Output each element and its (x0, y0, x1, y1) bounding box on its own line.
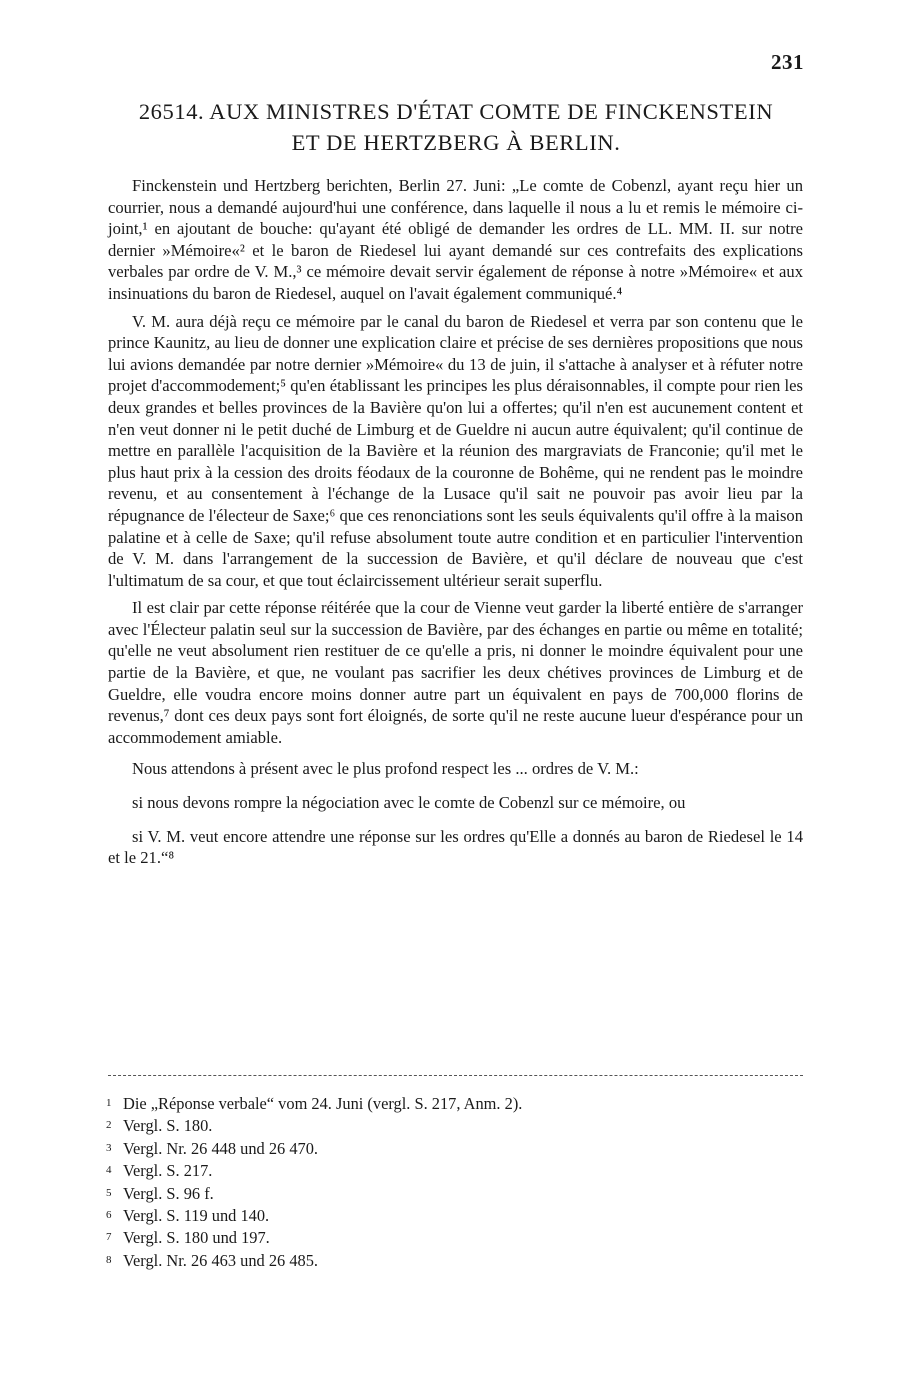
heading-line-2: ET DE HERTZBERG À BERLIN. (291, 130, 621, 155)
footnote-text: Vergl. S. 180 und 197. (123, 1228, 270, 1248)
letter-body (108, 175, 803, 875)
footnote-1 (106, 1093, 806, 1115)
footnote-number: 8 (106, 1253, 112, 1266)
footnote-number: 7 (106, 1231, 112, 1244)
paragraph-option-1: si nous devons rompre la négociation avec le comte de Cobenzl sur ce mémoire, ou (132, 793, 686, 813)
letter-heading (108, 96, 804, 158)
footnotes (106, 1093, 806, 1272)
footnote-6 (106, 1205, 806, 1227)
footnote-7 (106, 1227, 806, 1249)
paragraph-conclusion: Il est clair par cette réponse réitérée que la cour de Vienne veut garder la liberté entière de s'arranger avec l'Électeur palatin seul sur la succession de Bavière, par des échanges en partie ou même en totalité; qu'elle ne veut absolument rien restituer de ce qu'elle a pris, ni donner le moindre équivalent pour une partie de la Bavière, et que, ne voulant pas sacrifier les deux chétives provinces de Limburg et de Gueldre, elle voudra encore moins donner autre part un équivalent en pays de 700,000 florins de revenus,⁷ dont ces deux pays sont fort éloignés, de sorte qu'il ne reste aucune lueur d'espérance pour un accommodement amiable. (108, 598, 803, 747)
page-number: 231 (771, 50, 804, 74)
footnote-8 (106, 1250, 806, 1272)
footnote-number: 1 (106, 1097, 112, 1109)
footnote-number: 4 (106, 1164, 112, 1177)
footnote-divider (108, 1075, 803, 1076)
footnote-5 (106, 1183, 806, 1205)
footnote-2 (106, 1115, 806, 1137)
footnote-number: 6 (106, 1209, 112, 1222)
footnote-number: 2 (106, 1119, 112, 1132)
footnote-text: Vergl. S. 180. (123, 1116, 213, 1136)
paragraph-option-2: si V. M. veut encore attendre une réponse sur les ordres qu'Elle a donnés au baron de Riedesel le 14 et le 21.“⁸ (108, 826, 803, 868)
footnote-text: Vergl. Nr. 26 448 und 26 470. (123, 1138, 319, 1158)
paragraph-analysis: V. M. aura déjà reçu ce mémoire par le canal du baron de Riedesel et verra par son contenu que le prince Kaunitz, au lieu de donner une explication claire et précise de ses dernières propositions que nous lui avions demandée par notre dernier »Mémoire« du 13 de juin, il s'attache à analyser et à réfuter notre projet d'accommodement;⁵ qu'en établissant les principes les plus déraisonnables, il compte pour rien les deux grandes et belles provinces de la Bavière qu'on lui a offertes; qu'il n'en est aucunement content et n'en veut donner ni le petit duché de Limburg et de Gueldre ni aucun autre équivalent; qu'il continue de mettre en parallèle l'acquisition de la Bavière et la réunion des margraviats de Franconie; qu'il met le plus haut prix à la cession des droits féodaux de la couronne de Bohême, qui ne rendent pas le moindre revenu, et au consentement à l'échange de la Lusace qu'il sait ne pouvoir pas avoir lieu par la répugnance de l'électeur de Saxe;⁶ que ces renonciations sont les seuls équivalents qu'il offre à la maison palatine et à celle de Saxe; qu'il refuse absolument toute autre condition et en particulier l'intervention de V. M. dans l'arrangement de la succession de Bavière, et qu'il déclare de nouveau que c'est l'ultimatum de sa cour, et que tout éclaircissement ultérieur serait superflu. (108, 311, 803, 590)
footnote-text: Vergl. Nr. 26 463 und 26 485. (123, 1250, 319, 1270)
footnote-number: 3 (106, 1141, 112, 1154)
paragraph-request: Nous attendons à présent avec le plus profond respect les ... ordres de V. M.: (132, 759, 639, 779)
footnote-text: Die „Réponse verbale“ vom 24. Juni (vergl. S. 217, Anm. 2). (123, 1094, 523, 1113)
heading-line-1: 26514. AUX MINISTRES D'ÉTAT COMTE DE FINCKENSTEIN (138, 99, 774, 124)
footnote-text: Vergl. S. 119 und 140. (123, 1206, 270, 1226)
footnote-3 (106, 1138, 806, 1160)
footnote-4 (106, 1160, 806, 1182)
paragraph-report: Finckenstein und Hertzberg berichten, Berlin 27. Juni: „Le comte de Cobenzl, ayant reçu hier un courrier, nous a demandé aujourd'hui une conférence, dans laquelle il nous a lu et remis le mémoire ci-joint,¹ en ajoutant de bouche: qu'ayant été obligé de demander les ordres de LL. MM. II. sur notre dernier »Mémoire«² et le baron de Riedesel lui ayant demandé sur ces contrefaits des explications verbales par ordre de V. M.,³ ce mémoire devait servir également de réponse à notre »Mémoire« et aux insinuations du baron de Riedesel, auquel on l'avait également communiqué.⁴ (108, 176, 803, 303)
footnote-text: Vergl. S. 96 f. (123, 1183, 214, 1203)
footnote-number: 5 (106, 1186, 112, 1199)
footnote-text: Vergl. S. 217. (123, 1161, 213, 1181)
